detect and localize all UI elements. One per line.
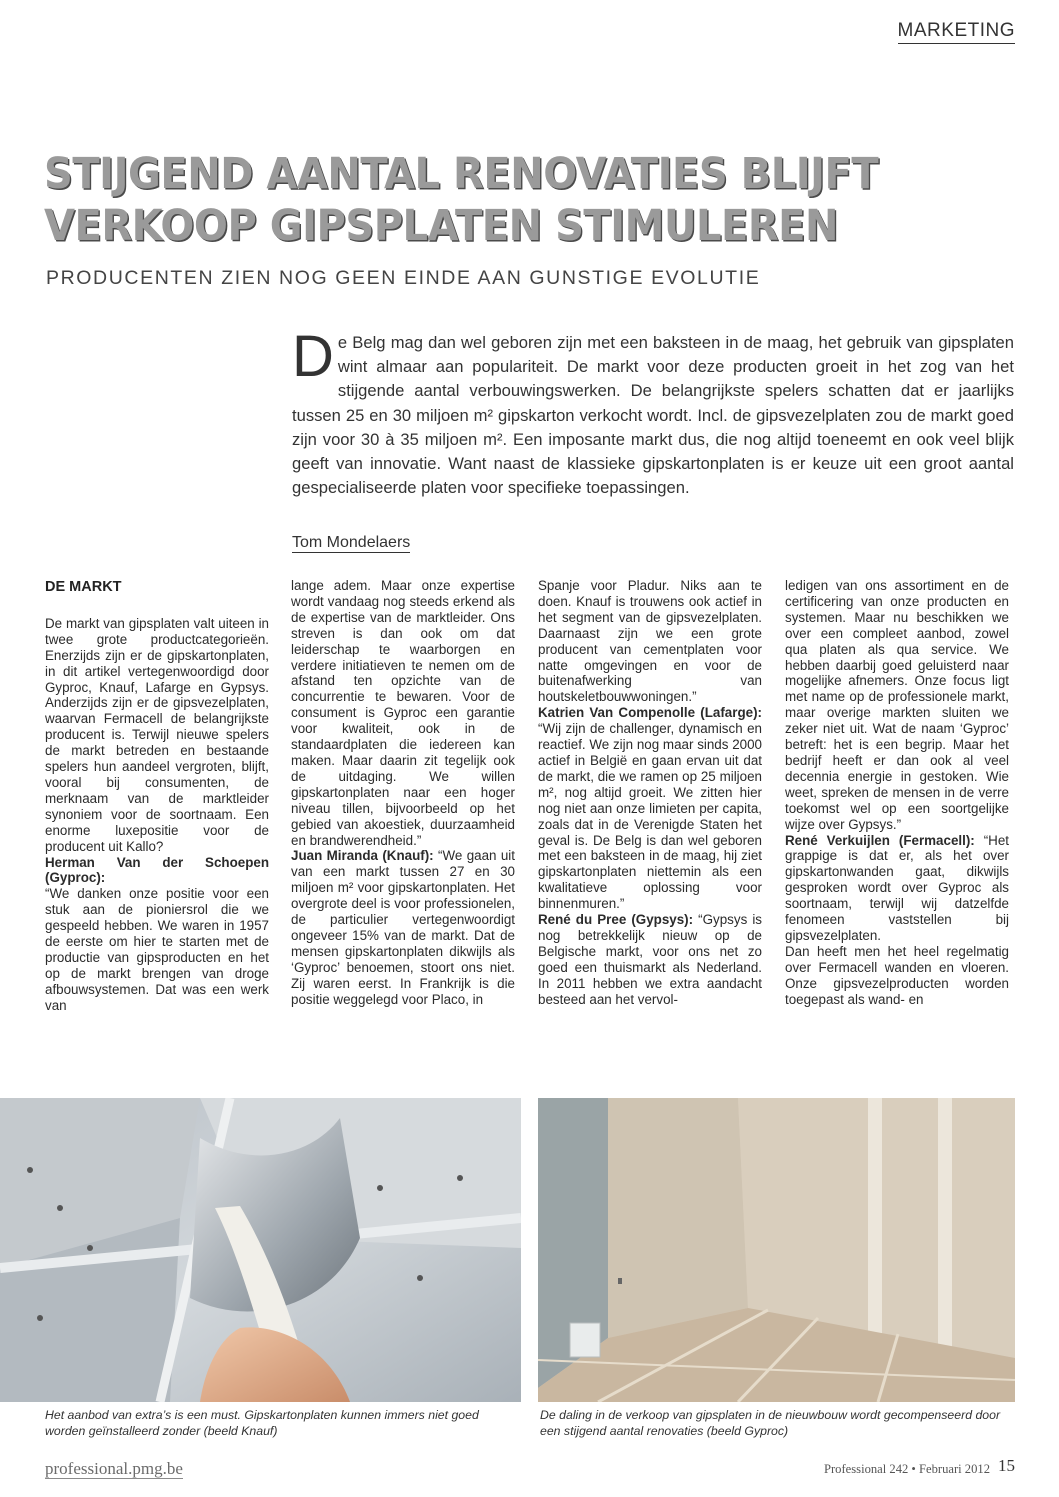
quote-text: “We danken onze positie voor een stuk aan de pioniersrol die we gespeeld hebben. We waren in 1957 de eerste om hier te starten met de productie van gipsproducten en het op de markt brengen van droge afbouwsystemen. Dat was een werk van — [45, 886, 269, 1013]
speaker-name: René Verkuijlen (Fermacell): — [785, 832, 975, 848]
page-number: 15 — [998, 1456, 1015, 1475]
footer-issue-info: Professional 242 • Februari 2012 — [823, 1462, 990, 1476]
paragraph: Spanje voor Pladur. Niks aan te doen. Knauf is trouwens ook actief in het segment van de gipsvezelplaten. Daarnaast zijn we een grote producent van cementplaten voor natte omgevingen en voor de buitenafwerking van houtskeletbouwwoningen.” — [538, 578, 762, 705]
intro-text: e Belg mag dan wel geboren zijn met een baksteen in de maag, het gebruik van gipsplaten wint almaar aan populariteit. De markt voor deze producten groeit in het zog van het stijgende aantal verbouwingswerken. De belangrijkste spelers schatten dat er jaarlijks tussen 25 en 30 miljoen m² gipskarton verkocht wordt. Incl. de gipsvezelplaten zou de markt goed zijn voor 30 à 35 miljoen m². Een imposante markt dus, die nog altijd toeneemt en ook veel blijk geeft van innovatie. Want naast de klassieke gipskartonplaten is er keuze uit een groot aantal gespecialiseerde platen voor specifieke toepassingen. — [292, 333, 1014, 498]
photo-caption-1: Het aanbod van extra’s is een must. Gipskartonplaten kunnen immers niet goed worden geïnstalleerd zonder (beeld Knauf) — [45, 1408, 479, 1438]
footer-website-link[interactable]: professional.pmg.be — [45, 1459, 183, 1478]
article-column-2 — [291, 578, 515, 1088]
photo-plasterboard-taping — [0, 1098, 521, 1402]
article-column-4 — [785, 578, 1009, 1088]
quote-text: “Gypsys is nog betrekkelijk nieuw op de Belgische markt, voor ons net zo goed een thuismarkt als Nederland. In 2011 hebben we extra aandacht besteed aan het vervol- — [538, 912, 762, 1007]
paragraph — [45, 855, 269, 1014]
section-heading: DE MARKT — [45, 579, 122, 595]
article-column-3 — [538, 578, 762, 1088]
paragraph: ledigen van ons assortiment en de certificering van onze producten en systemen. Maar nu beschikken we over een compleet aanbod, zowel qua platen als qua service. We hebben daarbij goed geluisterd naar mogelijke afnemers. Onze focus ligt met name op de professionele markt, maar overige markten sluiten we zeker niet uit. Wat de naam ‘Gyproc’ betreft: het is een begrip. Maar het bedrijf heeft er dan ook al veel decennia energie in gestoken. Wie weet, spreken de mensen in de verre toekomst wel op een soortgelijke wijze over Gypsys.” — [785, 578, 1009, 832]
paragraph: Dan heeft men het heel regelmatig over Fermacell wanden en vloeren. Onze gipsvezelproducten worden toegepast als wand- en — [785, 943, 1009, 1007]
quote-text: “Wij zijn de challenger, dynamisch en reactief. We zijn nog maar sinds 2000 actief in België en gaan ervan uit dat de markt, die we ramen op 25 miljoen m², nog altijd groeit. We zitten hier nog niet aan onze limieten per capita, zoals dat in de Verenigde Staten het geval is. De Belg is dan wel geboren met een baksteen in de maag, hij ziet gipskartonplaten niettemin als een kwalitatieve oplossing voor binnenmuren.” — [538, 721, 762, 912]
photo-caption-2: De daling in de verkoop van gipsplaten in de nieuwbouw wordt gecompenseerd door een stijgend aantal renovaties (beeld Gyproc) — [540, 1408, 1001, 1438]
paragraph — [538, 912, 762, 1007]
quote-text: “We gaan uit van een markt tussen 27 en 30 miljoen m² voor gipskartonplaten. Het overgrote deel is voor professionelen, de particulier vertegenwoordigt ongeveer 15% van de markt. Dat de mensen gipskartonplaten dikwijls als ‘Gyproc’ benoemen, stoort ons niet. Zij waren eerst. In Frankrijk is die positie weggelegd voor Placo, in — [291, 848, 515, 1007]
speaker-name: Herman Van der Schoepen (Gyproc): — [45, 854, 269, 886]
paragraph: lange adem. Maar onze expertise wordt vandaag nog steeds erkend als de expertise van de marktleider. Ons streven is dan ook om dat leiderschap te waarborgen en verdere initiatieven te nemen om de afstand ten opzichte van de concurrentie te bewaren. Voor de consument is Gyproc een garantie voor kwaliteit, ook in de standaardplaten die iedereen kan maken. Maar daarin zit tegelijk ook de uitdaging. We willen gipskartonplaten naar een hoger niveau tillen, bijvoorbeeld op het gebied van akoestiek, duurzaamheid en brandwerendheid.” — [291, 578, 515, 848]
section-tag: MARKETING — [898, 20, 1015, 44]
author-byline: Tom Mondelaers — [292, 534, 411, 551]
paragraph — [785, 833, 1009, 944]
quote-text: “Het grappige is dat er, als het over gipskartonwanden gaat, dikwijls gesproken wordt over Gyproc als soortnaam, terwijl wij datzelfde fenomeen vaststellen bij gipsvezelplaten. — [785, 832, 1009, 943]
headline — [44, 148, 955, 252]
speaker-name: René du Pree (Gypsys): — [538, 912, 694, 928]
photo-renovated-room — [538, 1098, 1015, 1402]
intro-lead — [292, 324, 1014, 500]
paragraph — [538, 705, 762, 912]
headline-line-2: VERKOOP GIPSPLATEN STIMULEREN — [44, 201, 839, 251]
drop-cap: D — [292, 324, 334, 389]
speaker-name: Juan Miranda (Knauf): — [291, 848, 434, 864]
paragraph — [291, 848, 515, 1007]
article-column-1 — [45, 578, 269, 1088]
speaker-name: Katrien Van Compenolle (Lafarge): — [538, 705, 762, 721]
paragraph: De markt van gipsplaten valt uiteen in twee grote productcategorieën. Enerzijds zijn er de gipskartonplaten, in dit artikel vertegenwoordigd door Gyproc, Knauf, Lafarge en Gypsys. Anderzijds zijn er de gipsvezelplaten, waarvan Fermacell de belangrijkste producent is. Terwijl nieuwe spelers de markt betreden en bestaande spelers hun aandeel vergroten, blijft, vooral bij consumenten, de merknaam van de marktleider synoniem voor de soortnaam. Een enorme luxepositie voor de producent uit Kallo? — [45, 615, 269, 854]
headline-line-1: STIJGEND AANTAL RENOVATIES BLIJFT — [44, 149, 879, 199]
subheadline: PRODUCENTEN ZIEN NOG GEEN EINDE AAN GUNSTIGE EVOLUTIE — [46, 267, 761, 289]
